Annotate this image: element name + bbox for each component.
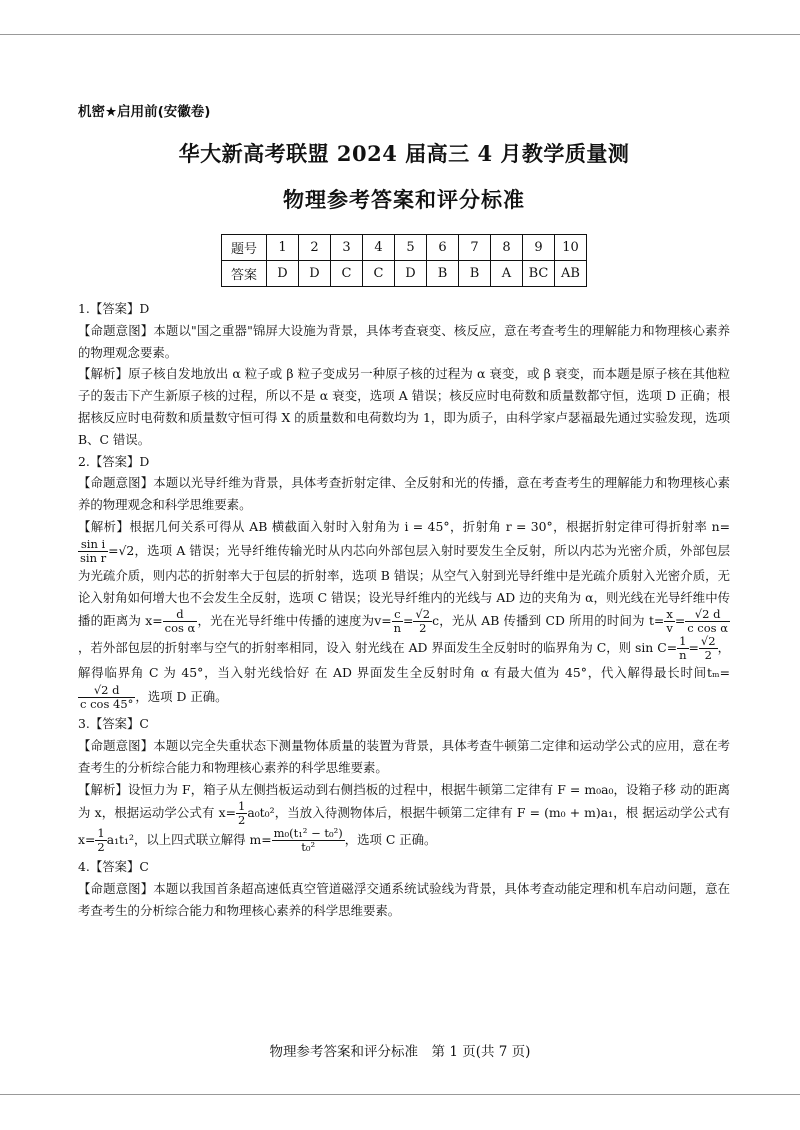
q2-fraction-tm — [78, 684, 135, 711]
q3-solve: ，以上四式联立解得 m= — [133, 832, 272, 848]
q2-intent: 【命题意图】本题以光导纤维为背景，具体考查折射定律、全反射和光的传播，意在考查考生的理解能力和物理核心素养的物理观念和科学思维要素。 — [78, 475, 730, 513]
q2-fraction-1-n — [677, 635, 688, 662]
fraction-denominator: v — [666, 621, 673, 636]
q2-fraction-sqrt2-2b — [699, 635, 718, 662]
fraction-denominator: t₀² — [301, 840, 316, 855]
top-rule — [0, 34, 800, 35]
fraction-numerator: 1 — [97, 826, 105, 841]
table-cell: 1 — [267, 235, 299, 261]
page-footer: 物理参考答案和评分标准 第 1 页(共 7 页) — [269, 1044, 531, 1060]
q1-answer-head: 1.【答案】D — [78, 301, 150, 316]
bottom-rule — [0, 1094, 800, 1095]
fraction-numerator: x — [666, 607, 673, 622]
q2-fraction-n — [78, 538, 108, 565]
q2-analysis — [78, 516, 730, 711]
q3-a0t0: a₀t₀² — [247, 805, 275, 821]
q3-answer-head: 3.【答案】C — [78, 716, 149, 732]
fraction-denominator: cos α — [164, 621, 196, 636]
fraction-numerator: 1 — [677, 635, 688, 649]
fraction-denominator: n — [679, 648, 687, 663]
fraction-denominator: c cos 45° — [80, 697, 134, 712]
fraction-denominator: n — [393, 621, 402, 636]
table-cell: AB — [555, 261, 587, 287]
q3-conclusion: ，选项 C 正确。 — [344, 832, 437, 848]
table-cell: D — [267, 261, 299, 287]
table-cell: B — [427, 261, 459, 287]
q2-t-label: t= — [648, 613, 665, 629]
table-cell: 2 — [299, 235, 331, 261]
table-cell: D — [299, 261, 331, 287]
q2-conclusion: ，选项 D 正确。 — [135, 689, 228, 705]
q2-tm-label: tₘ= — [707, 665, 731, 681]
q2-fraction-x-v — [664, 608, 675, 635]
table-cell: B — [459, 261, 491, 287]
q2-n-label: n= — [711, 518, 730, 534]
fraction-numerator: √2 d — [78, 684, 135, 698]
q3-fraction-half-2 — [95, 827, 106, 854]
document-page — [78, 100, 730, 922]
q3-fraction-m — [272, 827, 345, 854]
fraction-denominator: c cos α — [687, 621, 728, 636]
q2-max-angle: 在 AD 界面发生全反射时角 α 有最大值为 45°，代入解得最长时间 — [315, 665, 708, 681]
q3-analysis — [78, 779, 730, 855]
table-cell: 3 — [331, 235, 363, 261]
table-cell: C — [363, 261, 395, 287]
fraction-numerator: 1 — [237, 799, 246, 814]
q2-fraction-sqrt2-2 — [413, 608, 432, 635]
document-title: 华大新高考联盟 2024 届高三 4 月教学质量测 — [178, 141, 630, 166]
fraction-denominator: 2 — [237, 813, 246, 828]
q2-analysis-cladding: ，若外部包层的折射率与空气的折射率相同，设入 — [78, 640, 352, 656]
q3-a1t1: a₁t₁² — [106, 832, 134, 848]
table-cell: 10 — [555, 235, 587, 261]
q3-x-formula-pre: 动的距离为 x，根据运动学公式有 x= — [78, 781, 730, 821]
q2-analysis-45: ，解得临界角 C 为 45°，当入射光线恰好 — [78, 640, 730, 681]
answer-table-answer-row — [222, 261, 587, 287]
fraction-denominator: 2 — [704, 648, 712, 663]
table-cell: 9 — [523, 235, 555, 261]
q2-fraction-v — [392, 608, 403, 635]
fraction-denominator: sin r — [80, 550, 107, 565]
table-cell: BC — [523, 261, 555, 287]
q2-critical-angle: 射光线在 AD 界面发生全反射时的临界角为 C，则 sin C= — [354, 640, 678, 656]
answer-table — [221, 234, 587, 287]
answer-body — [78, 298, 730, 922]
q2-fraction-x — [163, 608, 198, 635]
table-cell: 5 — [395, 235, 427, 261]
fraction-numerator: √2 — [415, 607, 431, 622]
table-cell: A — [491, 261, 523, 287]
table-cell: D — [395, 261, 427, 287]
q2-v-label: v= — [374, 613, 392, 629]
q1-analysis: 【解析】原子核自发地放出 α 粒子或 β 粒子变成另一种原子核的过程为 α 衰变，或 β 衰变，而本题是原子核在其他粒子的轰击下产生新原子核的过程，所以不是 α 衰变，选项 A 错误；核反应时电荷数和质量数都守恒，选项 D 正确；根据核反应时电荷数和质量数守恒可得 X 的质量数和电荷数均为 1，即为质子，由科学家卢瑟福最先通过实验发现，选项 B、C 错误。 — [78, 366, 730, 447]
q2-analysis-line1: 【解析】根据几何关系可得从 AB 横截面入射时入射角为 i = 45°，折射角 r = 30°，根据折射定律可得折射率 — [78, 518, 708, 534]
fraction-numerator: m₀(t₁² − t₀²) — [273, 826, 343, 841]
q2-n-value: =√2 — [108, 542, 135, 558]
q2-fraction-t — [685, 608, 730, 635]
q3-intent: 【命题意图】本题以完全失重状态下测量物体质量的装置为背景，具体考查牛顿第二定律和运动学公式的应用，意在考查考生的分析综合能力和物理核心素养的科学思维要素。 — [78, 737, 730, 775]
q4-intent: 【命题意图】本题以我国首条超高速低真空管道磁浮交通系统试验线为背景，具体考查动能定理和机车启动问题，意在考查考生的分析综合能力和物理核心素养的科学思维要素。 — [78, 881, 730, 918]
confidential-tag: 机密★启用前(安徽卷) — [78, 104, 211, 120]
q3-analysis-line1: 【解析】设恒力为 F，箱子从左侧挡板运动到右侧挡板的过程中，根据牛顿第二定律有 F = m₀a₀，设箱子移 — [78, 781, 677, 797]
q2-analysis-line2: ，选项 A 错误；光导纤维传输光时从内芯向外部包层入射时要发生全反射，所以内芯为光密介质，外部包层为光疏介质，则内芯的折射率大于包层的折射率，选项 B 错误；从空气入射到光导纤维中是光疏介质射入光密介质，无论入射角如何增大也不会发生全反射，选项 C 错误；设光导纤维内的光线与 AD 边的夹角为 α，则光线在光导纤维中传播的距离为 — [78, 542, 730, 629]
q4-answer-head: 4.【答案】C — [78, 859, 149, 875]
answer-table-number-row — [222, 235, 587, 261]
q2-equals-3: = — [688, 640, 699, 656]
fraction-denominator: 2 — [97, 840, 105, 855]
table-cell: 6 — [427, 235, 459, 261]
table-cell: 4 — [363, 235, 395, 261]
q2-answer-head: 2.【答案】D — [78, 453, 150, 469]
fraction-numerator: sin i — [78, 538, 108, 552]
q2-equals-2: = — [674, 613, 686, 629]
table-header-number: 题号 — [222, 235, 267, 261]
table-cell: C — [331, 261, 363, 287]
document-subtitle: 物理参考答案和评分标准 — [283, 187, 525, 212]
table-cell: 7 — [459, 235, 491, 261]
q2-analysis-speed: ，光在光导纤维中传播的速度为 — [197, 613, 375, 629]
q2-x-label: x= — [145, 613, 163, 629]
q3-fraction-half — [236, 800, 247, 827]
q3-analysis-line2: ，当放入待测物体后，根据牛顿第二定律有 F = (m₀ + m)a₁，根 — [274, 805, 639, 821]
q2-analysis-time: c，光从 AB 传播到 CD 所用的时间为 — [432, 613, 645, 629]
fraction-denominator: 2 — [419, 621, 427, 636]
fraction-numerator: √2 d — [685, 608, 730, 622]
table-header-answer: 答案 — [222, 261, 267, 287]
q3-x-formula-pre2: 据运动学公式有 x= — [78, 805, 730, 848]
fraction-numerator: c — [392, 608, 403, 622]
fraction-numerator: d — [163, 608, 198, 622]
q1-intent: 【命题意图】本题以"国之重器"锦屏大设施为背景，具体考查衰变、核反应，意在考查考生的理解能力和物理核心素养的物理观念要素。 — [78, 322, 730, 360]
fraction-numerator: √2 — [700, 634, 716, 649]
q2-equals: = — [403, 613, 414, 629]
table-cell: 8 — [491, 235, 523, 261]
